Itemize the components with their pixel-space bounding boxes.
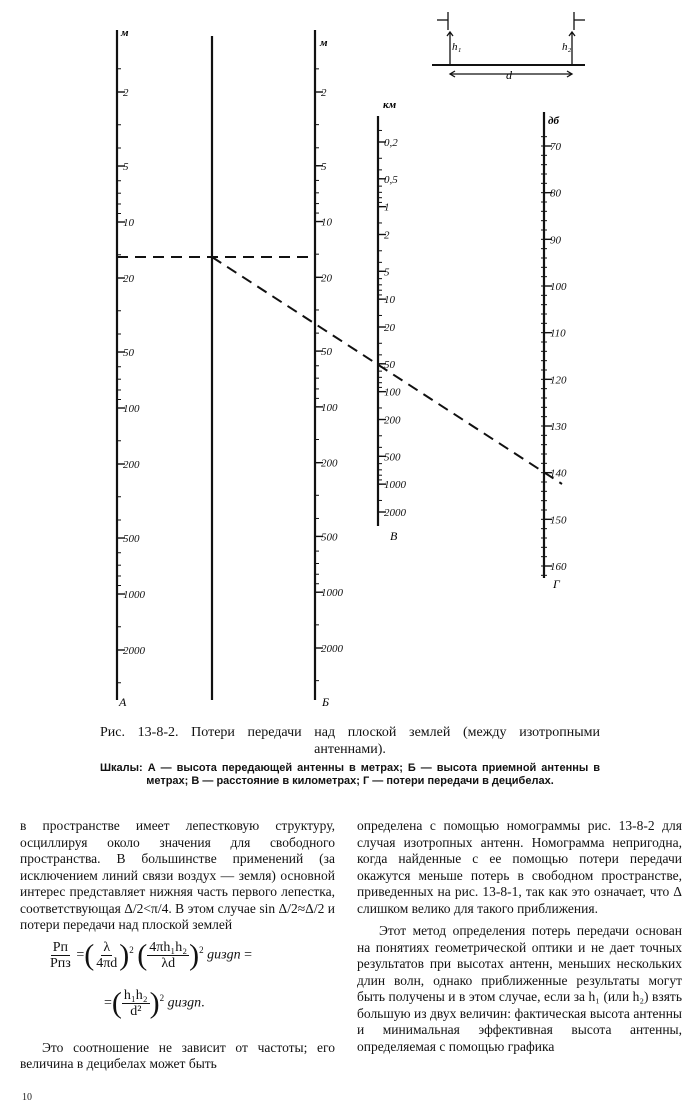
scale-V-tick-label: 200 — [384, 414, 401, 427]
scale-A-tick-label: 2 — [123, 87, 129, 99]
scale-A-tick-label: 10 — [123, 217, 134, 230]
scale-G-tick-label: 90 — [550, 234, 561, 247]
scale-V-tick-label: 500 — [384, 451, 401, 464]
scale-V-tick-label: 1 — [384, 201, 390, 214]
axis-letter-B: Б — [322, 695, 330, 709]
paragraph-left-1: в пространстве имеет лепестковую структуру, осциллируя около значения для свободного пространства. В большинстве применений (за исключением линий связи воздух — земля) основной интерес представляет нижняя часть первого лепестка, соответствующая Δ/2<π/4. В этом случае sin Δ/2≈Δ/2 и потери передачи над плоской землей — [20, 818, 335, 932]
page-number-fragment: 10 — [22, 1092, 32, 1103]
scale-B-tick-label: 10 — [321, 216, 332, 229]
axis-letter-G: Г — [553, 577, 560, 591]
scale-V-tick-label: 100 — [384, 386, 401, 399]
unit-G: дб — [548, 115, 559, 127]
scale-B-tick-label: 200 — [321, 457, 338, 470]
axis-letter-A: А — [119, 695, 127, 709]
scale-B-tick-label: 50 — [321, 346, 332, 359]
paragraph-left-2: Это соотношение не зависит от частоты; его величина в децибелах может быть — [20, 1039, 335, 1071]
caption-legend: Шкалы: А — высота передающей антенны в метрах; Б — высота приемной антенны в метрах; В — расстояние в километрах; Г — потери передачи в децибелах. — [100, 762, 600, 787]
scale-A-tick-label: 50 — [123, 347, 134, 360]
unit-A: м — [121, 27, 129, 39]
scale-G-tick-label: 100 — [550, 281, 567, 293]
scale-V-tick-label: 20 — [384, 322, 395, 334]
unit-V: км — [383, 99, 397, 111]
formula-lhs: $\frac{Pп}{\text{Pпз}}$ — [50, 939, 71, 971]
scale-B-tick-label: 20 — [321, 272, 332, 285]
scale-G-tick-label: 120 — [550, 374, 567, 387]
paragraph-right-1: определена с помощью номограммы рис. 13-8-2 для случая изотропных антенн. Номограмма непригодна, когда найденные с ее помощью потери передачи окажутся меньше потерь в свободном пространстве, приведенных на рис. 13-8-1, так как это означает, что Δ слишком велико для такого приближения. — [357, 818, 682, 916]
inset-h2-label: h₂ — [562, 41, 572, 53]
scale-B-tick-label: 2000 — [321, 643, 343, 655]
inset-d-label: d — [506, 68, 512, 82]
scale-B-tick-label: 2 — [321, 87, 327, 99]
figure-caption — [100, 724, 600, 788]
axis-letter-V: В — [390, 529, 398, 543]
scale-G-tick-label: 130 — [550, 421, 567, 433]
formula-factor-1: $\frac{\lambda}{4\pi d}$ — [96, 939, 118, 971]
scale-A-tick-label: 20 — [123, 273, 134, 285]
scale-V-tick-label: 2000 — [384, 507, 406, 519]
paragraph-right-2: Этот метод определения потерь передачи основан на понятиях геометрической оптики и не дает точных результатов при высотах антенн, меньших нескольких длин волн, однако приближенные результаты могут быть получены и в этом случае, если за h₁ (или h₂) взять большую из двух величин: фактическая высота антенны и минимальная эффективная высота антенны, определяемая с помощью графика — [357, 923, 682, 1054]
scale-V-tick-label: 1000 — [384, 479, 406, 492]
formula-block: $\frac{Pп}{\text{Pпз}}$ =( $\frac{\lambda}{4\pi d}$ )$^2$ ( $\frac{\text{4πh₁h₂}}{\lambda d}$ )$^2$ gизgп = =( $\frac{\text{h₁h₂}}{\text{d²}}$ )$^2$ gизgп. — [50, 938, 253, 1019]
formula-gain-1: gизgп — [207, 947, 241, 963]
scale-A-tick-label: 200 — [123, 459, 140, 471]
scale-G-tick-label: 110 — [550, 327, 566, 340]
scale-V-tick-label: 0,2 — [384, 137, 398, 149]
scale-G-tick-label: 150 — [550, 514, 567, 527]
scale-B-tick-label: 1000 — [321, 587, 343, 600]
scale-A-tick-label: 500 — [123, 533, 140, 546]
scale-G-tick-label: 80 — [550, 187, 561, 200]
inset-h1-label: h₁ — [452, 41, 462, 53]
formula-gain-2: gизgп — [167, 995, 202, 1011]
formula-factor-3: $\frac{\text{h₁h₂}}{\text{d²}}$ — [123, 987, 148, 1019]
scale-B-tick-label: 100 — [321, 401, 338, 414]
scale-V-tick-label: 2 — [384, 229, 390, 242]
scale-A-tick-label: 100 — [123, 403, 140, 416]
scale-V-tick-label: 50 — [384, 358, 395, 371]
scale-V-tick-label: 5 — [384, 266, 390, 279]
caption-title: Рис. 13-8-2. Потери передачи над плоской землей (между изотропными антеннами). — [100, 725, 600, 757]
scale-B-tick-label: 5 — [321, 160, 327, 173]
scale-A-tick-label: 2000 — [123, 645, 145, 657]
scale-B-tick-label: 500 — [321, 531, 338, 544]
scale-A-tick-label: 5 — [123, 161, 129, 174]
scale-G-tick-label: 70 — [550, 141, 561, 153]
scale-G-tick-label: 140 — [550, 467, 567, 480]
scale-G-tick-label: 160 — [550, 561, 567, 573]
text-column-right — [357, 818, 682, 1055]
formula-factor-2: $\frac{\text{4πh₁h₂}}{\lambda d}$ — [149, 939, 188, 971]
scale-V-tick-label: 0,5 — [384, 173, 398, 186]
text-column-left — [20, 818, 335, 1073]
scale-V-tick-label: 10 — [384, 294, 395, 307]
unit-B: м — [320, 37, 328, 49]
example-dashed-diagonal — [212, 257, 562, 484]
scale-A-tick-label: 1000 — [123, 589, 145, 602]
